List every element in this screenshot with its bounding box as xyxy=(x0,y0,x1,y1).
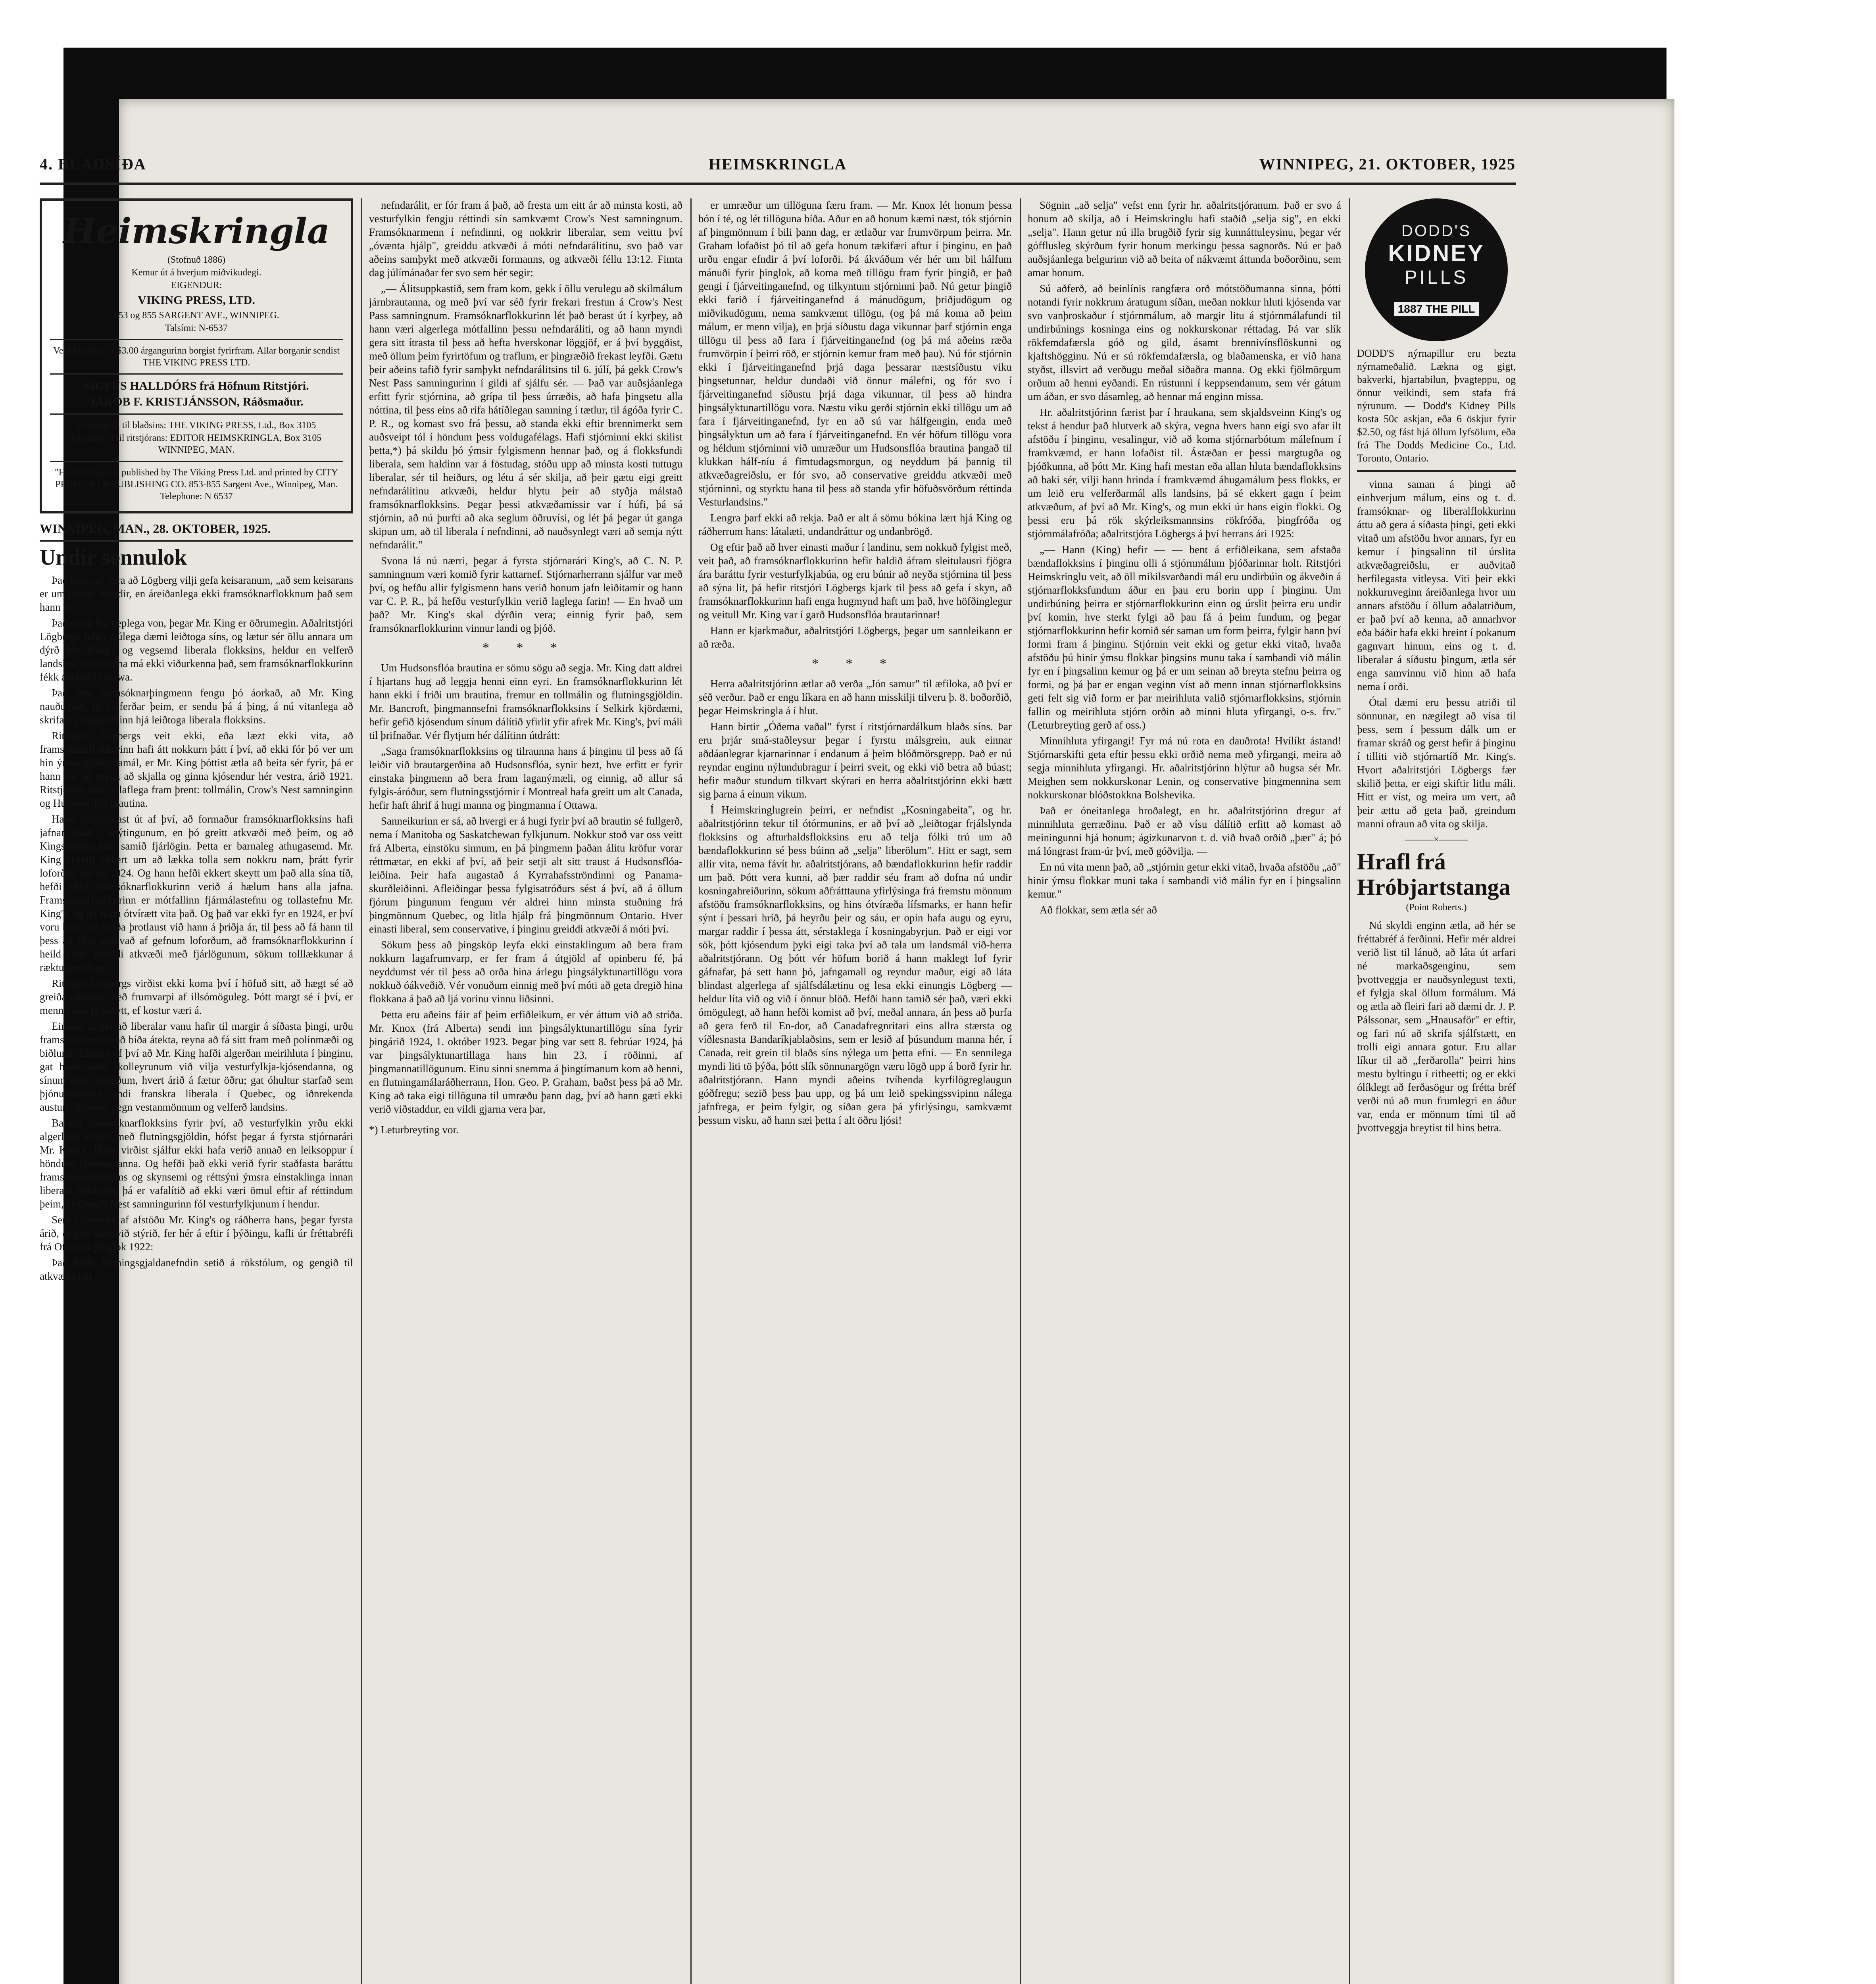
paragraph: Ritstjóri Lögbergs virðist ekki koma því í höfuð sitt, að hægt sé að greiða atkvæði með frumvarpi af illsómöguleg. Þótt margt sé í því, er menn vildu fá breytt, ef kostur væri á. xyxy=(40,977,353,1016)
paragraph: Sögnin „að selja" vefst enn fyrir hr. aðalritstjóranum. Það er svo á honum að skilja, að í Heimskringlu hafi staðið „selja sig", en ekki „selja". Hann getur nú illa brugðið fyrir sig kunnáttuleysinu, þegar vér gófflusleg skýrðum fyrir honum merkingu þessa sagnorðs. Nú er það auðsjáanlega belgurinn við að beita of nákvæmt áttunda boðorðinu, sem amar honum. xyxy=(1028,199,1341,279)
masthead-divider xyxy=(50,339,343,340)
paragraph: Ritstjóri Lögbergs veit ekki, eða læzt ekki vita, að framsóknarflokkurinn hafi átt nokkurn þátt í því, að ekki fór þó ver um hin ýmsu þjóðþrifamál, er Mr. King þóttist ætla að beita sér fyrir, þá er hann var að reyna að skjalla og ginna kjósendur hér vestra, árið 1921. Ritstjórinn telur allaflega fram þrent: tollmálin, Crow's Nest samninginn og Hudsonsflóa brautina. xyxy=(40,730,353,809)
section-divider: ———×——— xyxy=(1405,834,1468,845)
column-2 xyxy=(369,198,682,1984)
masthead-divider xyxy=(50,413,343,415)
pill-box-logo xyxy=(1365,198,1508,341)
masthead-founded: (Stofnuð 1886) xyxy=(167,255,225,265)
paragraph: Það er óneitanlega hroðalegt, en hr. aðalritstjórinn dregur af minnihluta gerræðinu. Það er að vísu dálítið erfitt að komast að meiningunni hjá honum; ágizkunarvon t. d. við hvað orðið „þær" á; þó má lóngrast fram-úr því, með góðvilja. — xyxy=(1028,805,1341,857)
column-1 xyxy=(40,198,353,1984)
ad-brand: DODD'S xyxy=(1401,222,1472,240)
paragraph: Þetta eru aðeins fáir af þeim erfiðleikum, er vér áttum við að stríða. Mr. Knox (frá Alberta) sendi inn þingsályktunartillögu sína fyrir þingárið 1924, 1. október 1923. Þegar þing var sett 8. febrúar 1924, þá var þingsályktunartillaga hans hin 23. í röðinni, af þingmannatillögunum. Einu sinni snemma á þingtímanum kom að henni, en flutningamálaráðherrann, Hon. Geo. P. Graham, baðst þess þá að Mr. King að taka eigi tillöguna til umræðu þann dag, því að hann gæti ekki verið viðstaddur, en vildi gjarna vera þar, xyxy=(369,1009,682,1115)
masthead-price: Verð blaðsins er $3.00 árgangurinn borgist fyrirfram. Allar borganir sendist THE VIKING PRESS LTD. xyxy=(53,346,340,368)
masthead-divider xyxy=(50,373,343,375)
dateline: WINNIPEG, MAN., 28. OKTOBER, 1925. xyxy=(40,521,353,542)
paragraph: En nú vita menn það, að „stjórnin getur ekki vitað, hvaða afstöðu „að" hinir ýmsu flokkar muni taka í sambandi við málin fyr en í þingsalinn kemur." xyxy=(1028,861,1341,900)
ad-badge: 1887 THE PILL xyxy=(1394,302,1479,316)
paragraph: Sem sýnishorn af afstöðu Mr. King's og ráðherra hans, þegar fyrsta árið, er þeir sátu við stýrið, fer hér á eftir í þýðingu, kafli úr fréttabréfi frá Ottawa í þinglok 1922: xyxy=(40,1214,353,1253)
masthead-manager: JAKOB F. KRISTJÁNSSON, Ráðsmaður. xyxy=(89,395,304,408)
masthead-printer: "Heimskringla is published by The Viking Press Ltd. and printed by CITY PRINTING & PUBLISHING CO. 853-855 Sargent Ave., Winnipeg, Man. Telephone: N 6537 xyxy=(54,467,338,502)
paragraph: Barátta framsóknarflokksins fyrir því, að vesturfylkin yrðu ekki algerlega afskift með flutningsgjöldin, hófst þegar á fyrsta stjórnarári Mr. King's. Hann virðist sjálfur ekki hafa verið annað en leiksoppur í höndum járnbrautanna. Og hefði það ekki verið fyrir staðfasta baráttu framsóknarflokksins og skynsemi og réttsýni ýmsra einstaklinga innan liberala flokksins, þá er vafalítið að ekki væri ömul eftir af réttindum þeim, er Crow's Nest samningurinn fól vesturfylkjunum í hendur. xyxy=(40,1117,353,1210)
paragraph: Lengra þarf ekki að rekja. Það er alt á sömu bókina lært hjá King og ráðherrum hans: látalæti, undandráttur og undanbrögð. xyxy=(698,512,1012,537)
paragraph: Einmitt af því að liberalar vanu hafir til margir á síðasta þingi, urðu framsóknarmenn að bíða átekta, reyna að fá sitt fram með polinmæði og biðlund. Einmitt af því að Mr. King hafði algerðan meirihluta í þinginu, gat hann skelt skolleyrunum við vilja vesturfylkja-kjósendanna, og sínum eigin loforðum, hvert árið á fætur öðru; gat óhultur starfað sem þjónustusamur andi franskra liberala í Quebec, og iðnrekenda austurfylkjanna, gegn vestanmönnum og velferð landsins. xyxy=(40,1020,353,1113)
article2-headline: Hrafl frá Hróbjartstanga xyxy=(1357,849,1511,900)
masthead-business-address: Utanáskrift til blaðsins: THE VIKING PRESS, Ltd., Box 3105 xyxy=(77,420,316,431)
column-rule xyxy=(361,198,362,1984)
masthead-owners-label: EIGENDUR: xyxy=(171,280,222,290)
masthead xyxy=(40,198,353,513)
paragraph: Ótal dæmi eru þessu atriði til sönnunar, en nægilegt að vísa til þess, sem í þessum dálk um er framar skráð og gerst hefir á þinginu í tilliti við stjórnartíð Mr. King's. Hvort aðalritstjóri Lögbergs fær skilið þetta, er eigi skiftir litlu máli. Hitt er víst, og meira um vert, að þeir ættu að geta það, greindum manni ofraun að vita og skilja. xyxy=(1357,696,1516,830)
paragraph: Hr. aðalritstjórinn færist þar í hraukana, sem skjaldsveinn King's og tekst á hendur það hlutverk að skýra, vegna hvers hann eigi svo afar ilt afstöðu í þinginu, vesalingur, við að koma stjórnarbótum málefnum í framkvæmd, er hann lofaðist til. Ástæðan er þessi margtugða og þjóðkunna, að þótt Mr. King hafi mestan eða allan hluta bændaflokksins að baki sér, vilji hann hrinda í framkvæmd áhugamálum þess flokks, er um leið eru velferðarmál alls landsins, þá sé ekkert gagn í þeim atkvæðum, af því að Mr. King's, og mun ekki úr hans eigin flokki. Og þessi eru þá rök skýrleiksmannsins rökfróða, þingfróða og stjórnmálafróða; aðalritstjóra Lögbergs á því herrans ári 1925: xyxy=(1028,406,1341,540)
column-rule xyxy=(1349,198,1350,1984)
masthead-divider xyxy=(50,461,343,462)
paragraph: Sökum þess að þingsköp leyfa ekki einstaklingum að bera fram nokkurn lagafrumvarp, er fer fram á útgjöld af opinberu fé, þá neyddumst vér til þess að orða hina árlegu þingsályktunartillögu vora nokkuð óákveðið. Vér vonuðum einnig með því móti að geta dregið hina flokkana á það að ljá vorinu vinnu liðsinni. xyxy=(369,939,682,1005)
paragraph: vinna saman á þingi að einhverjum málum, eins og t. d. framsóknar- og liberalflokkurinn áttu að gera á síðasta þingi, geti ekki vitað um afstöðu hvor annars, fyr en kemur í þingsalinn til úrslita atkvæðagreiðslu, er auðvitað herfilegasta vitleysa. Viti þeir ekki nokkurnveginn áreiðanlega hvor um annars afstöðu í öllum aðalatriðum, er það því að kenna, að annarhvor eða báðir hafa ekki hreint í pokanum gagnvart hinum, eins og t. d. liberalar á síðustu þingum, ætla sér enga samvinnu við hinn að hafa nema í orði. xyxy=(1357,478,1516,692)
paragraph: Í Heimskringlugrein þeirri, er nefndist „Kosningabeita", og hr. aðalritstjórinn tekur til ótórmunins, er að því að „leiðtogar frjálslynda flokksins og afturhaldsflokksins eru að telja fólki trú um að bændaflokkurinn sé þess búinn að „selja" liberölum". Hitt er sagt, sem allir vita, nema fávít hr. aðalritstjórans, að bændaflokkurinn hefir raddir um það. Þótt vera kunni, að þær raddir séu fram að dofna nú undir kosningahreiðurinn, sökum aðfrátttauna yfirlýsinga frá fremstu mönnum afstöðu framsóknarflokksins, og hins ótvíræða lífsmarks, er hann hefir sýnt í þessari hríð, þá heyrðu þeir og sáu, er opin hafa augu og eyru, margar raddir í þessa átt, sérstaklega í kosningabyrjun. Það er eigi vor sök, þótt kjósendum þyki eigi taka því að tala um landsmál við-herra aðalritstjórann. Og þótt vér höfum borið á hann maklegt lof fyrir gáfnafar, þá sett hann þó, jafngamall og reyndur maður, eigi að láta blindast algerlega af sjálfsdálætinu og lesa ekki einungis Lögberg — heldur líta við og við í önnur blöð. Hefði hann tamið sér það, væri ekki ómögulegt, að hann hefði komist að því, meðal annara, án þess að þurfa að gera ferð til En-dor, að Canadafregnritari eins allra stærsta og víðlesnasta Bandaríkjablaðsins, sem er lesið af þúsundum manna hér, í Canada, reit grein til blaðs síns nýlega um þetta efni. — En sennilega myndi liti tö þýða, þótt slík sönnunargögn væru lögð upp á borð fyrir hr. aðalritstjórann. Hann myndi aðeins tvíhenda kyrfilögreglaugun góðfregu; sezið þess þau upp, og þá um leið spekingssvipinn nálega jafnfrega, er þeim fylgir, og síðan gera þá yfirlýsingu, samkvæmt þessum visku, að hann sæi þetta í alt öðru ljósi! xyxy=(698,804,1012,1126)
footnote: *) Leturbreyting vor. xyxy=(369,1124,459,1136)
paragraph: Það sem framsóknarþingmenn fengu þó áorkað, að Mr. King nauðugum, til velferðar þeim, er sendu þá á þing, á nú vitanlega að skrifast í tekjudálkinn hjá leiðtoga liberala flokksins. xyxy=(40,687,353,726)
paragraph: „— Álitsuppkastið, sem fram kom, gekk í öllu verulegu að skilmálum járnbrautanna, og með því var séð fyrir frekari frestun á Crow's Nest Pass samningnum. Framsóknarflokkurinn lét það berast út í kyrþey, að hann væri algerlega mótfallinn þessu nefndaráliti, og að hann myndi gera sitt ítrasta til þess að hefta hverskonar löggjöf, er á því byggðist, með öllum þeim fyrirtöfum og traflum, er þingræðið frekast leyfði. Gætu þeir aðeins tafið fyrir samþykt nefndarálitsins til 6. júlí, þá gekk Crow's Nest Pass samningurinn í gildi af sjálfu sér. — Það var auðsjáanlega erfitt fyrir stjórnina, að grípa til þess úrræðis, að hafa þingsetu alla nóttina, til þess eins að rifa hátíðlegan samning í tætlur, til ágóða fyrir C. P. R., og komast svo frá þessu, að standa ekki eftir brennimerkt sem auðsveipt tól í höndum þess voldugafélags. Hafi stjórninni ekki skilist þetta,*) þá skildu þó ýmsir fylgismenn hennar það, og á flokksfundi liberala, sem haldinn var á föstudag, stóðu upp að minsta kosti tuttugu liberalar, sér til heiðurs, og létu á sér skilja, að þeir gætu eigi greitt nefndarálitinu atkvæði, heldur hlytu þeir að styðja málstað framsóknarflokksins. Þegar þessi atkvæðamissir var í húfi, þá sá stjórnin, að nú þurfti að aka seglum öðruvísi, og lét þá þegar út ganga skipun um, að til liberala í nefndinni, að nauðsynlegt væri að semja nýtt nefndarálit." xyxy=(369,283,682,551)
paragraph: Hann birtir „Óðema vaðal" fyrst í ritstjórnardálkum blaðs síns. Þar eru þrjár smá-staðleysur þegar í fyrstu málsgrein, auk einnar aðdáanlegrar kjarnarinnar í endanum á þeim blóðmörsgrepp. Það er nú reyndar enginn nýlundubragur í þeirri sveit, og ekki við betra að búast; hefir maður stundum tilkvart skýrari en herra aðalritstjórinn ekki bætt sig þarna á einum vikum. xyxy=(698,721,1012,800)
paper-name: HEIMSKRINGLA xyxy=(708,155,847,173)
paragraph: Sanneikurinn er sá, að hvergi er á hugi fyrir því að brautin sé fullgerð, nema í Manitoba og Saskatchewan fylkjunum. Nokkur stoð var oss veitt frá Alberta, einstöku sinnum, en þá þingmenn þaðan álitu kröfur vorar réttmætar, en ekki af því, að þeir setji alt sitt traust á Hudsonsflóa-leiðina. Þeir hafa augastað á Kyrrahafsströndinni og Panama-skurðleiðinni. Afleiðingar þessa fylgisatróðurs sést á því, að á öllum fjórum þingunum fengum vér aldrei hinn minsta stuðning frá þingmönnum Quebec, og litla hjálp frá þingmönnum Ontario. Hver einasti liberal, sem conservative, í þinginu greiddi atkvæði á móti því. xyxy=(369,815,682,935)
column-4 xyxy=(1028,198,1341,1984)
article-headline: Undir sennulok xyxy=(40,545,187,570)
column-3 xyxy=(698,198,1012,1984)
paragraph: Það kann að vera að Lögberg vilji gefa keisaranum, „að sem keisarans er um þessar mundir, en áreiðanlega ekki framsóknarflokknum það sem hann er. xyxy=(40,574,353,613)
masthead-owners: VIKING PRESS, LTD. xyxy=(138,294,255,307)
paragraph: er umræður um tillöguna færu fram. — Mr. Knox lét honum þessa bón í té, og lét tillöguna bíða. Aður en að honum kæmi næst, tók stjórnin af þingmönnum í bili þann dag, er ætlaður var frumvörpum þeirra. Mr. Graham lofaðist þó til að gefa honum tækifæri aftur í þinginu, en það urðu engar efndir á því loforði. Þá ákváðum vér hér um bil hálfum mánuði fyrir þinglok, að koma með tillögu fram fyrir þingið, er það gengi í fjárveitinganefnd, og tilkyntum stjórninni það. Nú getur þingið ekki farið í fjárveitinganefnd á mánudögum, þriðjudögum og miðvikudögum, nema samkvæmt tillögu, (og þá má koma að þeim málum, er menn vilja), en þrjá síðustu daga vikunnar þarf stjórnin enga tillögu til þess að fara í fjárveitinganefnd (og þá má aðeins ræða frumvörpin í þeirri röð, er stjórnin kemur fram með þau). Nú fór stjórnin ekki í fjárveitinganefnd þrjá daga þessarar næstsíðustu viku þingsetunnar, heldur dundaði við önnur málefni, og fór svo í fjárveitinganefnd síðustu þrjá daga vikunnar, til þess að hindra þingsályktunartillögu vora. Næstu viku gerði stjórnin ekki tillögu um að fara í fjárveitinganefnd, fyr en að sú var hálfgengin, enda með þingsályktun um að fara í fjárveitinganefnd. En vér höfum tillögu vora og héldum stjórninni við umræður um Hudsonsflóa brautina þangað til klukkan hálf-níu á fimtudagsmorgun, og neyddum þá þannig til atkvæðagreiðslu, er fór svo, að conservative greiddu atkvæði með stjórninni, og styrktu hana til þess að standa yfir höfuðsvörðum réttinda Vesturlandsins." xyxy=(698,199,1012,508)
ad-product-line2: PILLS xyxy=(1404,267,1469,288)
masthead-editor-address: Utanáskrift til ritstjórans: EDITOR HEIMSKRINGLA, Box 3105 WINNIPEG, MAN. xyxy=(71,433,322,455)
masthead-title: Heimskringla xyxy=(63,210,330,252)
paragraph: Minnihluta yfirgangi! Fyr má nú rota en dauðrota! Hvílíkt ástand! Stjórnarskifti geta eftir þessu ekki orðið nema með yfirgangi, meira að segja minnihluta yfirgangi. Hr. aðalritstjórinn hlýtur að hugsa sér Mr. Meighen sem nokkurskonar Lenin, og conservative þingmennina sem nokkurskonar blóðstokkna Bolshevika. xyxy=(1028,735,1341,801)
page-header xyxy=(40,155,1516,179)
paragraph: „Saga framsóknarflokksins og tilraunna hans á þinginu til þess að fá leiðir við brautargerðina að Hudsonsflóa, synir bezt, hve erfitt er fyrir einstaka þingmenn að bera fram laganýmæli, og einnig, að allur sá fylgis-áróður, sem flutningsstjórnir í Montreal hafa greitt um alt Canada, hefir haft áhrif á hugi manna og þingmanna í Ottawa. xyxy=(369,745,682,811)
section-divider: * * * xyxy=(812,656,898,671)
paragraph: Það er nú íka tæplega von, þegar Mr. King er öðrumegin. Aðalritstjóri Lögbergs fylgir trúlega dæmi leiðtoga síns, og lætur sér öllu annara um dýrð Mr. King's og vegsemd liberala flokksins, heldur en velferð landsins. Þess vegna má ekki viðurkenna það, sem framsóknarflokkurinn fékk áorkað í Ottawa. xyxy=(40,617,353,683)
article2-location: (Point Roberts.) xyxy=(1406,902,1467,913)
page-label: 4. BLADSÍÐA xyxy=(40,155,146,173)
header-rule xyxy=(40,183,1516,185)
paragraph: nefndarálit, er fór fram á það, að fresta um eitt ár að minsta kosti, að vesturfylkin fengju réttindi sín samkvæmt Crow's Nest samningnum. Framsóknarmenn í nefndinni, og nokkrir liberalar, sem veittu því „óvænta hjálp", greiddu atkvæði á móti nefndarálitinu, svo það var aðeins samþykt með atkvæði formanns, og atkvæði féllu 13:12. Fimta dag júlímánaðar fer svo sem hér segir: xyxy=(369,199,682,279)
paragraph: Hann er kjarkmaður, aðalritstjóri Lögbergs, þegar um sannleikann er að ræða. xyxy=(698,625,1012,650)
ad-product-line1: KIDNEY xyxy=(1388,240,1485,266)
paragraph: Það hafði flutningsgjaldanefndin setið á rökstólum, og gengið til atkvæða um xyxy=(40,1257,353,1282)
paragraph: Herra aðalritstjórinn ætlar að verða „Jón samur" til æfiloka, að því er séð verður. Það er engu líkara en að hann misskilji tilveru þ. 8. boðorðið, þegar Heimskringla á í hlut. xyxy=(698,678,1012,717)
paragraph: Að flokkar, sem ætla sér að xyxy=(1040,904,1157,916)
paragraph: Um Hudsonsflóa brautina er sömu sögu að segja. Mr. King datt aldrei í hjartans hug að leggja henni einn eyri. En framsóknarflokkurinn lét hann ekki í friði um brautina, fremur en tollmálin og flutningsgjöldin. Mr. Bancroft, þingmannsefni framsóknarflokksins í Selkirk kjördæmi, hefir gefið kjósendum sínum dálítið yfirlit yfir afrek Mr. King's, því máli til þrifnaðar. Vér flytjum hér dálítinn útdrátt: xyxy=(369,662,682,741)
paragraph: Nú skyldi enginn ætla, að hér se fréttabréf á ferðinni. Hefir mér aldrei verið list til lánuð, að láta út arfari né markaðsgenginu, sem þvottveggja er nauðsynlegust texti, ef fylgja skal öllum formálum. Má og ætla að fleiri fari að dæmi dr. J. P. Pálssonar, sem „Hnausaför" er eftir, og fari nú að skrifa sjálfstætt, en trolli eigi annara gotur. Eru allar líkur til að „ferðarolla" þeirri hins mestu byltingu í ritheetti; og er ekki ólíklegt að ferðasögur og frétta bréf verði nú að mun frumlegri en áður var, enda er mönnum tími til að þvottveggja breytist til hins betra. xyxy=(1357,919,1516,1134)
masthead-address: 853 og 855 SARGENT AVE., WINNIPEG. xyxy=(113,310,279,321)
masthead-published: Kemur út á hverjum miðvikudegi. xyxy=(131,267,261,278)
paragraph: Svona lá nú nærri, þegar á fyrsta stjórnarári King's, að C. N. P. samningnum væri komið fyrir kattarnef. Stjórnarherrann sjálfur var með því, og hefðu allir fylgismenn hans verið honum jafn leiðitamir og hann var C. P. R., þá hefðu vesturfylkin verið laglega farin! — En hvað um það? Mr. King's skal dýrðin vera; einnig fyrir það, sem framsóknarflokkurinn vinnur landi og þjóð. xyxy=(369,555,682,634)
paragraph: Sú aðferð, að beinlínis rangfæra orð mótstöðumanna sinna, þótti notandi fyrir nokkrum áratugum síðan, meðan nokkur hluti kjósenda var svo vanþroskaður í stjórnmálum, að margir litu á stjórnmálafundi til undirbúnings kosninga eins og nokkurskonar réttadag. Þá var slík rökfemdafærsla góð og gild, ásamt brennivínsflöskunni og kjaftshögginu. Nú er sú rökfemdafærsla, og blaðamenska, er við hana styðst, illsvirt að verðugu meðal siðaðra manna. Og ekki fjölmörgum orðum að henni eyðandi. En rústunni í keppsendanum, sem vér gátum um áðan, er svo dásamleg, að hennar má enginn missa. xyxy=(1028,283,1341,402)
paragraph: „— Hann (King) hefir — — bent á erfiðleikana, sem afstaða bændaflokksins í þinginu olli á stjórnmálum þjóðarinnar holt. Ritstjóri Heimskringlu veit, að öll mikilsvarðandi mál eru undirbúin og ákveðin á stjórnarflokksfundum áður en þau eru borin upp í þinginu. Um undirbúning þeirra er stjórnarflokkurinn einn og úrslit þeirra eru undir því komin, hve sterkt fylgi að þau fá á þeim fundum, og þegar stjórnarflokkurinn hefir komið sér saman um form þeirra, fylgir hann því formi fram á þinginu. Stjórnin veit ekki og getur ekki vitað, hvaða afstöðu þú hinir ýmsu flokkar þingsins munu taka í sambandi við málin fyr en í þingsalinn kemur og þá er um seinan að breyta stefnu þeirra og formi, og þá þar er engan veginn víst að menn innan stjórnarflokksins geti felt sig við form er þar meirihluta valið stjórnarflokksins, stjórnin fallin og meirihluta stjórn orðin að minni hluta yfirgangi, o-s. frv." (Leturbreyting gerð af oss.) xyxy=(1028,544,1341,731)
masthead-phone: Talsími: N-6537 xyxy=(165,323,228,333)
ad-text: DODD'S nýrnapillur eru bezta nýrnameðalið. Lækna og gigt, bakverki, hjartabilun, þvagteppu, og önnur veikindi, sem stafa frá nýrunum. — Dodd's Kidney Pills kosta 50c askjan, eða 6 öskjur fyrir $2.50, og fást hjá öllum lyfsölum, eða frá The Dodds Medicine Co., Ltd. Toronto, Ontario. xyxy=(1357,347,1516,472)
dodds-advertisement xyxy=(1357,198,1516,341)
paragraph: Hann fjargviðrast út af því, að formaður framsóknarflokksins hafi jafnan talað í ónýtingunum, en þó greitt atkvæði með þeim, og að Kingstjórnin hafi samið fjárlögin. Þetta er barnaleg athugasemd. Mr. King skeytti ekkert um að lækka tolla sem nokkru nam, þrátt fyrir loforðin, fyr en 1924. Og hann hefði ekkert skeytt um það alla sína tíð, hefði ekki framsóknarflokkurinn verið á hælum hans alla jafna. Framsóknarflokkurinn er mótfallinn fjármálastefnu og tollastefnu Mr. King's, og lét hann ótvírætt vita það. Og það var ekki fyr en 1924, er því voru búnir að stríða þrotlaust við hann á þriðja ár, til þess að fá hann til þess að efna eitthvað af gefnum loforðum, að framsóknarflokkurinn í heild sinni greiddi atkvæði með fjárlögunum, sökum tolllækkunar á ræktunarvélum. xyxy=(40,813,353,973)
column-rule xyxy=(690,198,692,1984)
section-divider: * * * xyxy=(482,640,569,655)
column-5 xyxy=(1357,198,1516,1984)
column-rule xyxy=(1020,198,1021,1984)
paragraph: Og eftir það að hver einasti maður í landinu, sem nokkuð fylgist með, veit það, að framsóknarflokkurinn hefir haldið áfram sleitulausri fjögra ára baráttu fyrir vesturfylkjabúa, og eru búnir að neyða stjórnina til þess að sýna lit, þá hefir ritstjóri Lögbergs kjark til þess að gefa í skyn, að framsóknarflokkurinn hafi enga hugmynd haft um það, hve höfðinglegur og veitull Mr. King var í garð Hudsonsflóa brautarinnar! xyxy=(698,541,1012,621)
issue-date: WINNIPEG, 21. OKTOBER, 1925 xyxy=(1259,155,1516,173)
masthead-editor: SIGFÚS HALLDÓRS frá Höfnum Ritstjóri. xyxy=(84,379,309,392)
